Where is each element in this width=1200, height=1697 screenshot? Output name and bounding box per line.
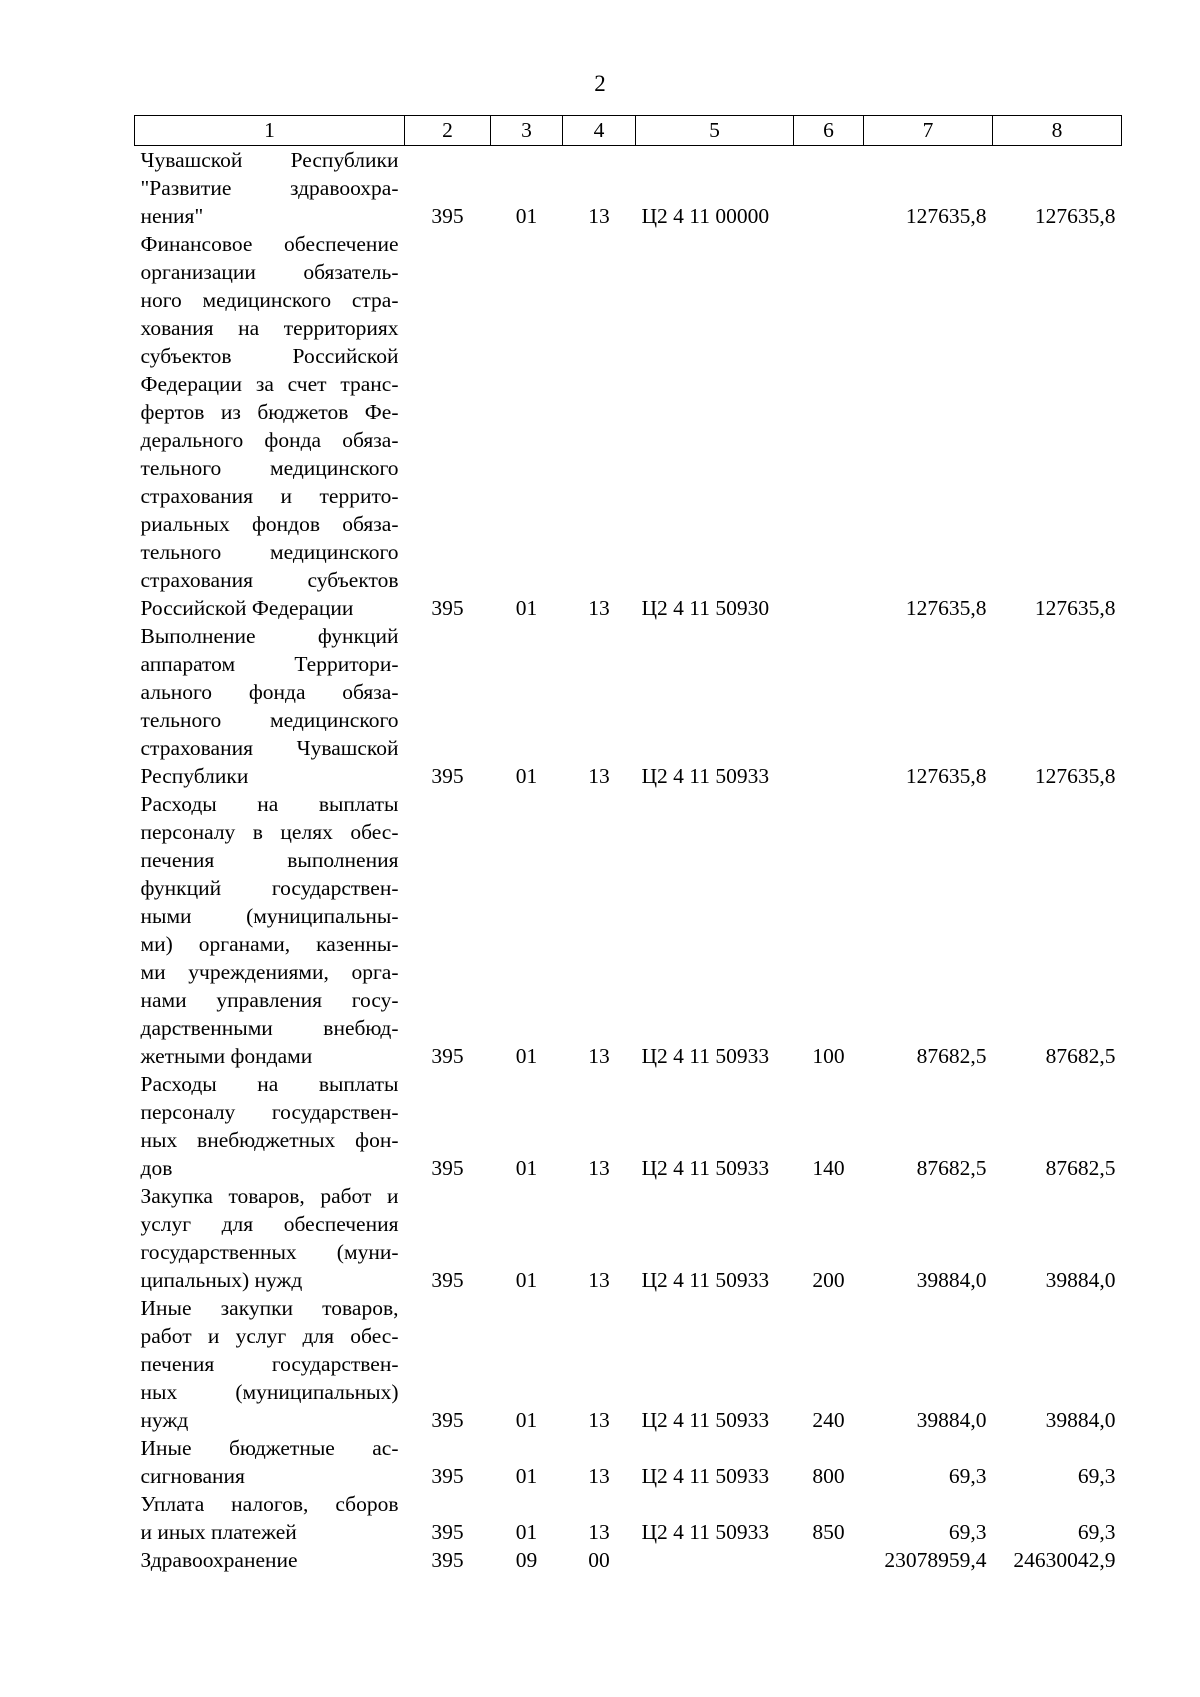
item-name-line: дарственными внебюд-	[140, 1016, 399, 1040]
cell-item-name	[135, 230, 405, 622]
item-name-line: нения"	[140, 204, 204, 228]
item-name-line: и иных платежей	[140, 1520, 297, 1544]
item-name-line: ных (муниципальных)	[140, 1380, 399, 1404]
cell-item-name	[135, 1070, 405, 1182]
cell-item-name	[135, 1490, 405, 1546]
cell-item-name	[135, 1434, 405, 1490]
cell-ministry-code: 395	[431, 1464, 464, 1488]
cell-subsection-code: 13	[588, 1156, 610, 1180]
cell-amount-year-2: 87682,5	[1045, 1156, 1116, 1180]
table-row	[135, 1182, 1122, 1294]
cell-amount-year-2: 127635,8	[1034, 204, 1116, 228]
column-header-5: 5	[636, 116, 794, 146]
table-row	[135, 1434, 1122, 1490]
item-name-line: Иные бюджетные ас-	[140, 1436, 399, 1460]
cell-amount-year-1: 39884,0	[916, 1268, 987, 1292]
cell-section-code: 01	[515, 596, 538, 620]
cell-target-article: Ц2 4 11 00000	[641, 204, 770, 228]
cell-ministry-code: 395	[431, 764, 464, 788]
budget-table	[134, 115, 1122, 1574]
cell-ministry-code: 395	[431, 596, 464, 620]
item-name-line: страхования субъектов	[140, 568, 399, 592]
table-header	[135, 116, 1122, 146]
cell-target-article: Ц2 4 11 50933	[641, 1268, 770, 1292]
column-header-1: 1	[135, 116, 405, 146]
table-row	[135, 1294, 1122, 1434]
cell-amount-year-1: 127635,8	[905, 764, 987, 788]
item-name-line: Расходы на выплаты	[140, 792, 399, 816]
cell-target-article: Ц2 4 11 50933	[641, 1044, 770, 1068]
item-name-line: услуг для обеспечения	[140, 1212, 399, 1236]
item-name-line: страхования и террито-	[140, 484, 399, 508]
table-body	[135, 146, 1122, 1575]
table-row	[135, 622, 1122, 790]
cell-target-article: Ц2 4 11 50933	[641, 1156, 770, 1180]
cell-section-code: 01	[515, 1044, 538, 1068]
cell-amount-year-2: 24630042,9	[1013, 1548, 1116, 1572]
cell-section-code: 01	[515, 1464, 538, 1488]
cell-subsection-code: 13	[588, 1520, 610, 1544]
item-name-line: аппаратом Территори-	[140, 652, 399, 676]
item-name-line: ципальных) нужд	[140, 1268, 303, 1292]
cell-ministry-code: 395	[431, 1044, 464, 1068]
cell-amount-year-2: 69,3	[1077, 1464, 1116, 1488]
item-name-line: организации обязатель-	[140, 260, 399, 284]
cell-amount-year-2: 69,3	[1077, 1520, 1116, 1544]
item-name-line: Республики	[140, 764, 249, 788]
cell-expense-type: 140	[812, 1156, 845, 1180]
cell-section-code: 01	[515, 204, 538, 228]
cell-target-article: Ц2 4 11 50933	[641, 764, 770, 788]
item-name-line: Выполнение функций	[140, 624, 399, 648]
cell-amount-year-1: 127635,8	[905, 204, 987, 228]
cell-ministry-code: 395	[431, 1548, 464, 1572]
item-name-line: "Развитие здравоохра-	[140, 176, 399, 200]
item-name-line: Уплата налогов, сборов	[140, 1492, 399, 1516]
cell-section-code: 09	[515, 1548, 538, 1572]
cell-item-name	[135, 622, 405, 790]
header-row	[135, 116, 1122, 146]
item-name-line: Федерации за счет транс-	[140, 372, 399, 396]
item-name-line: тельного медицинского	[140, 456, 399, 480]
table-row	[135, 1546, 1122, 1574]
item-name-line: тельного медицинского	[140, 540, 399, 564]
item-name-line: Закупка товаров, работ и	[140, 1184, 399, 1208]
cell-amount-year-2: 39884,0	[1045, 1268, 1116, 1292]
cell-section-code: 01	[515, 1520, 538, 1544]
cell-amount-year-1: 69,3	[948, 1520, 987, 1544]
cell-item-name	[135, 146, 405, 231]
item-name-line: риальных фондов обяза-	[140, 512, 399, 536]
cell-section-code: 01	[515, 1408, 538, 1432]
item-name-line: Финансовое обеспечение	[140, 232, 399, 256]
column-header-7: 7	[864, 116, 993, 146]
cell-section-code: 01	[515, 764, 538, 788]
cell-expense-type	[794, 230, 864, 622]
cell-amount-year-2: 127635,8	[1034, 764, 1116, 788]
column-header-6: 6	[794, 116, 864, 146]
cell-amount-year-2: 127635,8	[1034, 596, 1116, 620]
item-name-line: ми учреждениями, орга-	[140, 960, 399, 984]
item-name-line: Здравоохранение	[140, 1548, 298, 1572]
item-name-line: нами управления госу-	[140, 988, 399, 1012]
table-row	[135, 230, 1122, 622]
item-name-line: ными (муниципальны-	[140, 904, 399, 928]
column-header-8: 8	[993, 116, 1122, 146]
cell-amount-year-1: 39884,0	[916, 1408, 987, 1432]
cell-expense-type	[794, 1546, 864, 1574]
cell-expense-type: 240	[812, 1408, 845, 1432]
item-name-line: дов	[140, 1156, 173, 1180]
cell-subsection-code: 13	[588, 1464, 610, 1488]
cell-target-article: Ц2 4 11 50933	[641, 1408, 770, 1432]
cell-ministry-code: 395	[431, 1268, 464, 1292]
cell-amount-year-1: 127635,8	[905, 596, 987, 620]
cell-amount-year-2: 39884,0	[1045, 1408, 1116, 1432]
cell-expense-type: 850	[812, 1520, 845, 1544]
cell-item-name	[135, 1294, 405, 1434]
cell-item-name	[135, 1182, 405, 1294]
cell-amount-year-2: 87682,5	[1045, 1044, 1116, 1068]
cell-item-name	[135, 790, 405, 1070]
cell-subsection-code: 13	[588, 1408, 610, 1432]
item-name-line: работ и услуг для обес-	[140, 1324, 399, 1348]
cell-ministry-code: 395	[431, 204, 464, 228]
cell-item-name	[135, 1546, 405, 1574]
item-name-line: Российской Федерации	[140, 596, 354, 620]
item-name-line: персоналу государствен-	[140, 1100, 399, 1124]
item-name-line: сигнования	[140, 1464, 245, 1488]
item-name-line: нужд	[140, 1408, 189, 1432]
cell-expense-type	[794, 622, 864, 790]
item-name-line: ного медицинского стра-	[140, 288, 399, 312]
cell-ministry-code: 395	[431, 1520, 464, 1544]
cell-amount-year-1: 87682,5	[916, 1044, 987, 1068]
item-name-line: Чувашской Республики	[140, 148, 399, 172]
item-name-line: страхования Чувашской	[140, 736, 399, 760]
item-name-line: персоналу в целях обес-	[140, 820, 399, 844]
cell-expense-type	[794, 146, 864, 231]
item-name-line: дерального фонда обяза-	[140, 428, 399, 452]
item-name-line: функций государствен-	[140, 876, 399, 900]
table-row	[135, 1490, 1122, 1546]
item-name-line: тельного медицинского	[140, 708, 399, 732]
item-name-line: печения государствен-	[140, 1352, 399, 1376]
item-name-line: фертов из бюджетов Фе-	[140, 400, 399, 424]
column-header-3: 3	[491, 116, 563, 146]
cell-ministry-code: 395	[431, 1156, 464, 1180]
cell-expense-type: 100	[812, 1044, 845, 1068]
item-name-line: ных внебюджетных фон-	[140, 1128, 399, 1152]
item-name-line: ального фонда обяза-	[140, 680, 399, 704]
cell-subsection-code: 13	[588, 1044, 610, 1068]
cell-expense-type: 800	[812, 1464, 845, 1488]
item-name-line: ми) органами, казенны-	[140, 932, 399, 956]
item-name-line: субъектов Российской	[140, 344, 399, 368]
item-name-line: Расходы на выплаты	[140, 1072, 399, 1096]
cell-subsection-code: 13	[588, 204, 610, 228]
cell-section-code: 01	[515, 1156, 538, 1180]
item-name-line: хования на территориях	[140, 316, 399, 340]
cell-expense-type: 200	[812, 1268, 845, 1292]
table-row	[135, 146, 1122, 231]
cell-target-article: Ц2 4 11 50933	[641, 1520, 770, 1544]
table-row	[135, 1070, 1122, 1182]
table-row	[135, 790, 1122, 1070]
item-name-line: Иные закупки товаров,	[140, 1296, 399, 1320]
cell-amount-year-1: 23078959,4	[884, 1548, 987, 1572]
cell-subsection-code: 13	[588, 764, 610, 788]
cell-subsection-code: 13	[588, 596, 610, 620]
cell-subsection-code: 13	[588, 1268, 610, 1292]
cell-target-article: Ц2 4 11 50933	[641, 1464, 770, 1488]
cell-ministry-code: 395	[431, 1408, 464, 1432]
cell-amount-year-1: 87682,5	[916, 1156, 987, 1180]
cell-target-article	[636, 1546, 794, 1574]
cell-amount-year-1: 69,3	[948, 1464, 987, 1488]
cell-section-code: 01	[515, 1268, 538, 1292]
item-name-line: государственных (муни-	[140, 1240, 399, 1264]
column-header-4: 4	[563, 116, 636, 146]
cell-target-article: Ц2 4 11 50930	[641, 596, 770, 620]
item-name-line: жетными фондами	[140, 1044, 313, 1068]
page-number: 2	[594, 71, 606, 96]
cell-subsection-code: 00	[588, 1548, 610, 1572]
item-name-line: печения выполнения	[140, 848, 399, 872]
column-header-2: 2	[405, 116, 491, 146]
